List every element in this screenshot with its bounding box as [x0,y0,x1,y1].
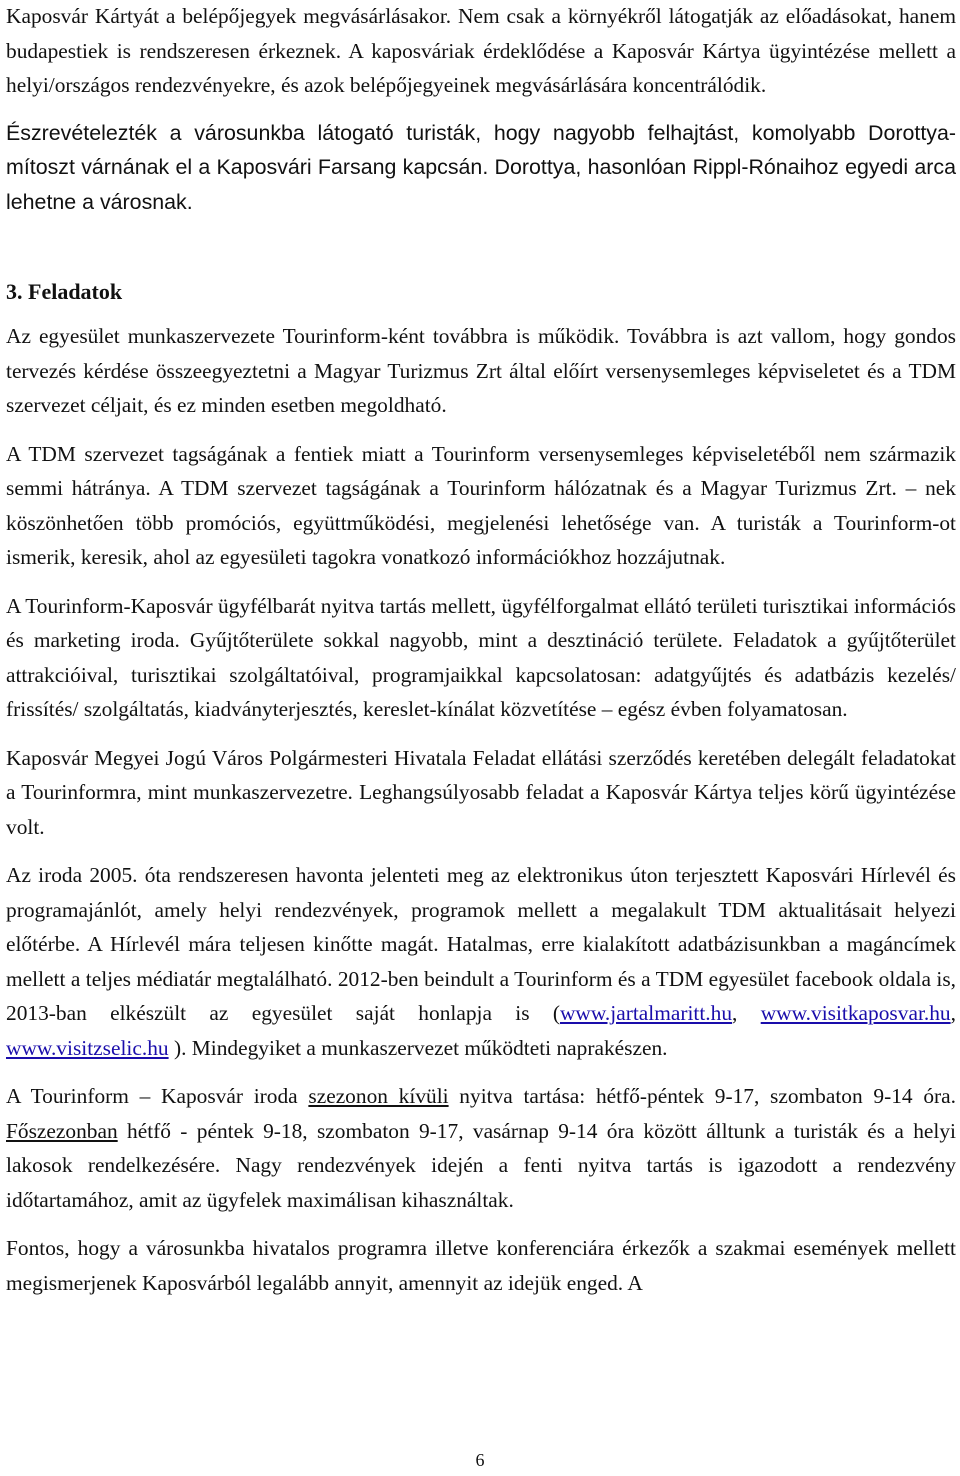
hirlevel-text-end: ). Mindegyiket a munkaszervezet működteti naprakészen. [168,1035,668,1060]
nyitva-tartas-text: A Tourinform – Kaposvár iroda [6,1084,309,1108]
nyitva-tartas-text: nyitva tartása: hétfő-péntek 9-17, szombaton 9-14 óra. [448,1084,956,1108]
hirlevel-text: Az iroda 2005. óta rendszeresen havonta jelenteti meg az elektronikus úton terjesztett Kaposvári Hírlevél és programajánlót, amely helyi rendezvények, programok mellett a megalakult TDM aktualitásait helyezi előtérbe. A Hírlevél mára teljesen kinőtte magát. Hatalmas, erre kialakított adatbázisunkban a magáncímek mellett a teljes médiatár megtalálható. 2012-ben beindult a Tourinform és a TDM egyesület facebook oldala is, 2013-ban elkészült az egyesület saját honlapja is ( [6,863,956,1025]
section-heading-feladatok: 3. Feladatok [6,279,123,304]
paragraph-nyitva-tartas [6,1079,956,1217]
link-jartalmaritt[interactable]: www.jartalmaritt.hu [559,1001,733,1025]
link-separator: , [732,1001,761,1025]
link-separator: , [950,1001,956,1025]
link-visitzselic[interactable]: www.visitzselic.hu [6,1035,169,1060]
nyitva-tartas-text: hétfő - péntek 9-18, szombaton 9-17, vasárnap 9-14 óra között álltunk a turisták és a helyi lakosok rendelkezésére. Nagy rendezvények idején a fenti nyitva tartás is igazodott a rendezvény időtartamához, amit az ügyfelek maximálisan kihasználtak. [6,1118,956,1212]
paragraph-tourinform-kaposvar: A Tourinform-Kaposvár ügyfélbarát nyitva tartás mellett, ügyfélforgalmat ellátó területi turisztikai információs és marketing iroda. Gyűjtőterülete sokkal nagyobb, mint a desztináció területe. Feladatok a gyűjtőterület attrakcióival, turisztikai szolgáltatóival, programjaikkal kapcsolatosan: adatgyűjtés és adatbázis kezelés/ frissítés/ szolgáltatás, kiadványterjesztés, kereslet-kínálat közvetítése – egész évben folyamatosan. [6,593,956,721]
page-number: 6 [475,1450,485,1470]
paragraph-munkaszervezet: Az egyesület munkaszervezete Tourinform-ként továbbra is működik. Továbbra is azt vallom, hogy gondos tervezés kérdése összeegyeztetni a Magyar Turizmus Zrt által előírt versenysemleges képviseletet és a TDM szervezet céljait, és ez minden esetben megoldható. [6,324,956,417]
paragraph-konferencia: Fontos, hogy a városunkba hivatalos programra illetve konferenciára érkezők a szakmai események mellett megismerjenek Kaposvárból legalább annyit, amennyit az idejük enged. A [6,1236,956,1295]
paragraph-polgarmesteri-hivatal: Kaposvár Megyei Jogú Város Polgármesteri Hivatala Feladat ellátási szerződés keretében delegált feladatokat a Tourinformra, mint munkaszervezetre. Leghangsúlyosabb feladat a Kaposvár Kártya teljes körű ügyintézése volt. [6,745,956,839]
paragraph-kaposvar-karta: Kaposvár Kártyát a belépőjegyek megvásárlásakor. Nem csak a környékről látogatják az előadásokat, hanem budapestiek is rendszeresen érkeznek. A kaposváriak érdeklődése a Kaposvár Kártya ügyintézése mellett a helyi/országos rendezvényekre, és azok belépőjegyeinek megvásárlására koncentrálódik. [6,4,956,97]
paragraph-tdm-tagsag: A TDM szervezet tagságának a fentiek miatt a Tourinform versenysemleges képviseletéből nem származik semmi hátránya. A TDM szervezet tagságának a Tourinform hálózatnak és a Magyar Turizmus Zrt. – nek köszönhetően több promóciós, együttműködési, megjelenési lehetősége van. A turisták a Tourinform-ot ismerik, keresik, ahol az egyesületi tagokra vonatkozó információkhoz hozzájutnak. [6,441,956,569]
paragraph-hirlevel [6,858,956,1065]
underlined-foszezonban: Főszezonban [6,1118,118,1143]
document-page [6,0,956,1300]
paragraph-dorottya [6,116,956,220]
paragraph-dorottya-text: Észrevételezték a városunkba látogató turisták, hogy nagyobb felhajtást, komolyabb Dorottya-mítoszt várnának el a Kaposvári Farsang kapcsán. Dorottya, hasonlóan Rippl-Rónaihoz egyedi arca lehetne a városnak. [6,120,956,214]
underlined-szezonon-kivuli: szezonon kívüli [308,1084,449,1108]
link-visitkaposvar[interactable]: www.visitkaposvar.hu [760,1001,951,1025]
